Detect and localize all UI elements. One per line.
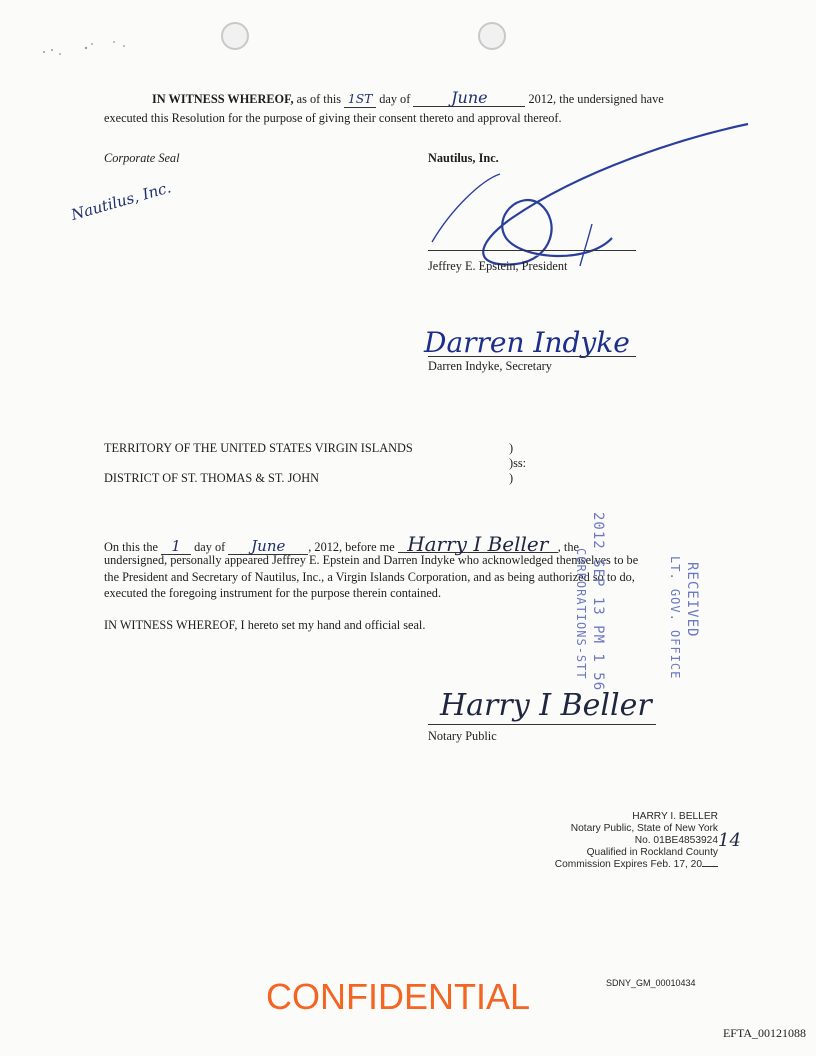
secretary-signature-line — [428, 356, 636, 357]
secretary-signature: Darren Indyke — [424, 326, 630, 359]
witness-line-2: executed this Resolution for the purpose of giving their consent thereto and approval thereof. — [104, 111, 562, 125]
confidential-watermark: CONFIDENTIAL — [266, 976, 531, 1017]
witness-line-1: IN WITNESS WHEREOF, as of this 1ST day of June 2012, the undersigned have — [152, 88, 664, 107]
notary-stamp-expires: Commission Expires Feb. 17, 20 — [555, 859, 718, 871]
president-name: Jeffrey E. Epstein, President — [428, 259, 568, 273]
received-stamp-date: 2012 SEP 13 PM 1 56 — [590, 512, 606, 692]
received-stamp-dept: CORPORATIONS-STT — [574, 548, 588, 680]
notary-stamp-state: Notary Public, State of New York — [570, 823, 718, 834]
corporate-seal-label: Corporate Seal — [104, 151, 180, 165]
notary-stamp-block — [555, 811, 718, 871]
venue-district: DISTRICT OF ST. THOMAS & ST. JOHN — [104, 471, 319, 485]
punch-hole-right — [478, 22, 506, 50]
notary-stamp-number: No. 01BE4853924 — [634, 835, 718, 846]
witness-month: June — [413, 90, 525, 107]
punch-hole-left — [221, 22, 249, 50]
witness-day: 1ST — [344, 91, 376, 108]
venue-ss: )ss: — [509, 456, 527, 470]
witness-lead: IN WITNESS WHEREOF, — [152, 92, 294, 106]
handwritten-seal-note: Nautilus, Inc. — [69, 178, 174, 224]
president-signature-line — [428, 250, 636, 251]
scan-specks — [40, 30, 140, 70]
venue-paren-3: ) — [509, 471, 514, 485]
notary-signature-line — [428, 724, 656, 725]
company-name: Nautilus, Inc. — [428, 151, 499, 165]
venue-paren-1: ) — [509, 441, 514, 455]
secretary-name: Darren Indyke, Secretary — [428, 359, 552, 373]
ack-line-5: IN WITNESS WHEREOF, I hereto set my hand and official seal. — [104, 618, 426, 632]
ack-line-1: On this the 1 day of June , 2012, before me Harry I Beller , the — [104, 532, 579, 556]
notary-stamp-name: HARRY I. BELLER — [632, 811, 718, 822]
ack-line-2: undersigned, personally appeared Jeffrey E. Epstein and Darren Indyke who acknowledged themselves to be — [104, 553, 639, 567]
notary-signature: Harry I Beller — [440, 688, 652, 723]
bates-number: SDNY_GM_00010434 — [606, 978, 696, 988]
notary-stamp-county: Qualified in Rockland County — [586, 847, 718, 858]
notary-label: Notary Public — [428, 729, 497, 743]
ack-notary-signature: Harry I Beller — [398, 536, 558, 553]
received-stamp-received: RECEIVED — [684, 562, 700, 638]
received-stamp-office: LT. GOV. OFFICE — [668, 556, 682, 680]
venue-territory: TERRITORY OF THE UNITED STATES VIRGIN ISLANDS — [104, 441, 413, 455]
ack-line-4: executed the foregoing instrument for the purpose therein contained. — [104, 586, 442, 600]
notary-expiry-year: 14 — [718, 830, 741, 851]
ack-day: 1 — [161, 538, 191, 555]
ack-line-3: the President and Secretary of Nautilus, Inc., a Virgin Islands Corporation, and as being authorized so to do, — [104, 570, 635, 584]
ack-month: June — [228, 538, 308, 555]
efta-number: EFTA_00121088 — [722, 1026, 806, 1040]
